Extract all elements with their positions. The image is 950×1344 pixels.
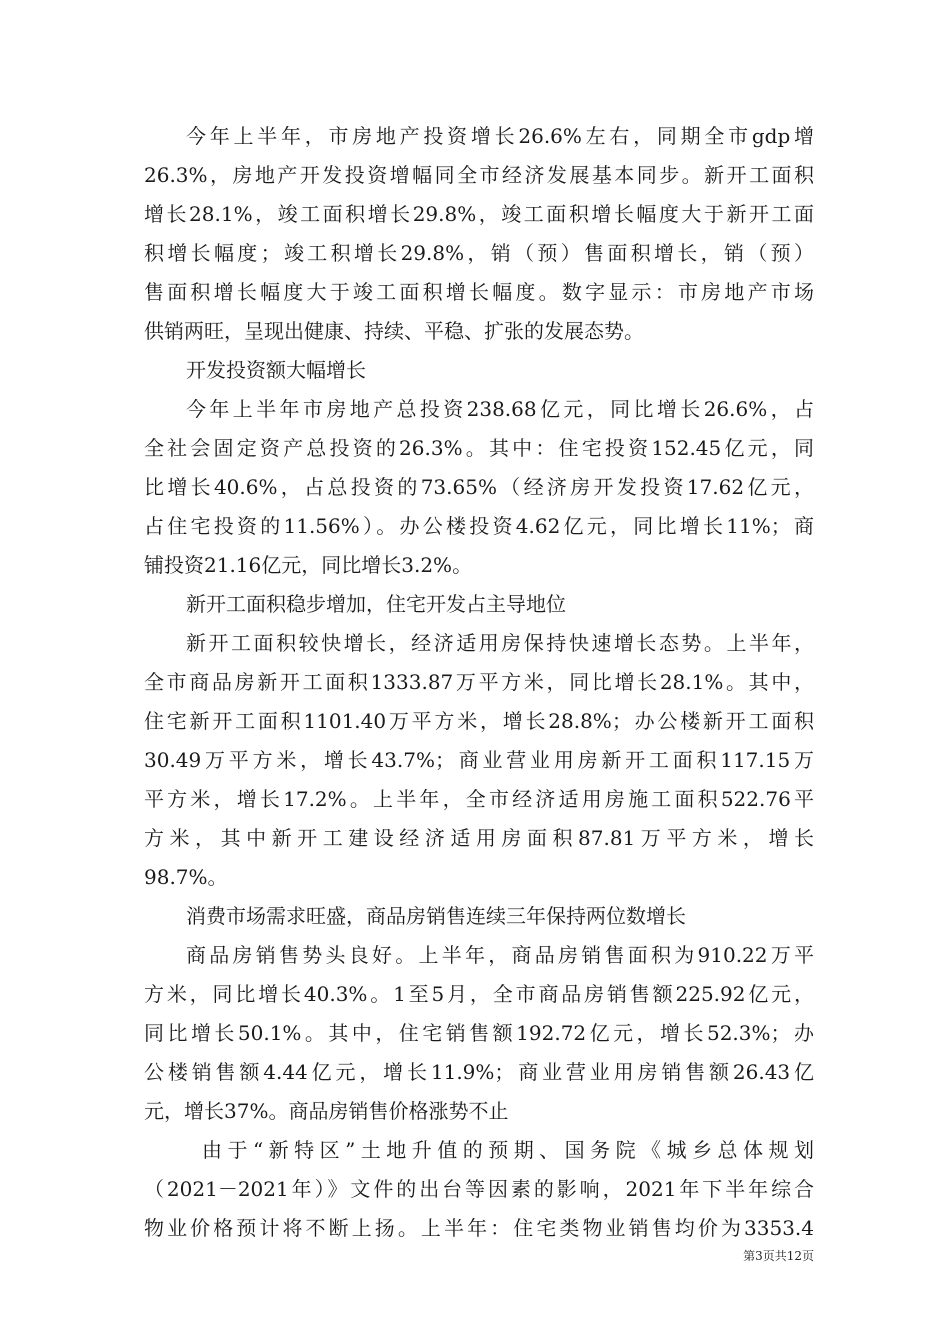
text-line: 26.3%，房地产开发投资增幅同全市经济发展基本同步。新开工面积 (144, 163, 814, 187)
text-line: 平方米，增长17.2%。上半年，全市经济适用房施工面积522.76平 (144, 787, 814, 811)
text-line: 由于“新特区”土地升值的预期、国务院《城乡总体规划 (202, 1138, 814, 1162)
text-line: 住宅新开工面积1101.40万平方米，增长28.8%；办公楼新开工面积 (144, 709, 814, 733)
document-body (144, 117, 814, 1248)
text-line: 方米，其中新开工建设经济适用房面积87.81万平方米，增长 (144, 826, 814, 850)
section-heading (144, 897, 814, 936)
text-line: 30.49万平方米，增长43.7%；商业营业用房新开工面积117.15万 (144, 748, 814, 772)
text-line: 积增长幅度；竣工积增长29.8%，销（预）售面积增长，销（预） (144, 241, 814, 265)
text-line: 元，增长37%。商品房销售价格涨势不止 (144, 1099, 509, 1123)
section-heading-text: 消费市场需求旺盛，商品房销售连续三年保持两位数增长 (186, 904, 686, 928)
text-line: 物业价格预计将不断上扬。上半年：住宅类物业销售均价为3353.4 (144, 1216, 814, 1240)
text-line: 公楼销售额4.44亿元，增长11.9%；商业营业用房销售额26.43亿 (144, 1060, 814, 1084)
paragraph (144, 390, 814, 585)
text-line: 方米，同比增长40.3%。1至5月，全市商品房销售额225.92亿元， (144, 982, 814, 1006)
section-heading (144, 585, 814, 624)
text-line: 占住宅投资的11.56%）。办公楼投资4.62亿元，同比增长11%；商 (144, 514, 814, 538)
text-line: 今年上半年，市房地产投资增长26.6%左右，同期全市gdp增 (186, 124, 814, 148)
text-line: 同比增长50.1%。其中，住宅销售额192.72亿元，增长52.3%；办 (144, 1021, 814, 1045)
text-line: 新开工面积较快增长，经济适用房保持快速增长态势。上半年， (186, 631, 814, 655)
text-line: 售面积增长幅度大于竣工面积增长幅度。数字显示：市房地产市场 (144, 280, 814, 304)
text-line: 全社会固定资产总投资的26.3%。其中：住宅投资152.45亿元，同 (144, 436, 814, 460)
section-heading-text: 新开工面积稳步增加，住宅开发占主导地位 (186, 592, 566, 616)
page-number: 第3页共12页 (743, 1249, 814, 1263)
text-line: 全市商品房新开工面积1333.87万平方米，同比增长28.1%。其中， (144, 670, 814, 694)
text-line: 98.7%。 (144, 865, 228, 889)
text-line: 商品房销售势头良好。上半年，商品房销售面积为910.22万平 (186, 943, 814, 967)
section-heading (144, 351, 814, 390)
section-heading-text: 开发投资额大幅增长 (186, 358, 366, 382)
text-line: （2021－2021年）》文件的出台等因素的影响，2021年下半年综合 (144, 1177, 814, 1201)
paragraph (144, 117, 814, 351)
paragraph (144, 936, 814, 1131)
paragraph (144, 1131, 814, 1248)
text-line: 铺投资21.16亿元，同比增长3.2%。 (144, 553, 473, 577)
text-line: 今年上半年市房地产总投资238.68亿元，同比增长26.6%，占 (186, 397, 814, 421)
text-line: 增长28.1%，竣工面积增长29.8%，竣工面积增长幅度大于新开工面 (144, 202, 814, 226)
text-line: 供销两旺，呈现出健康、持续、平稳、扩张的发展态势。 (144, 319, 644, 343)
text-line: 比增长40.6%，占总投资的73.65%（经济房开发投资17.62亿元， (144, 475, 814, 499)
paragraph (144, 624, 814, 897)
